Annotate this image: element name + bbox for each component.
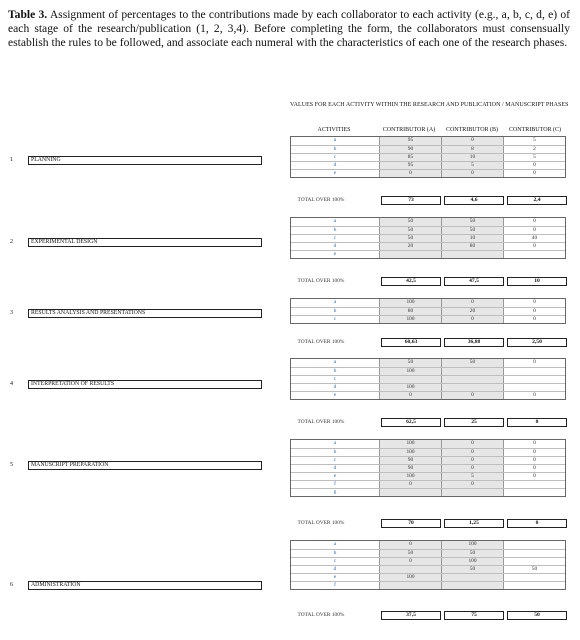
- contributor-a-value: [379, 251, 441, 258]
- activity-letter: c: [333, 235, 337, 241]
- activity-letter: b: [333, 550, 337, 556]
- total-contributor-a: 42,5: [381, 277, 441, 286]
- phase-name: RESULTS ANALYSIS AND PRESENTATIONS: [28, 309, 262, 318]
- contributor-a-value: [379, 376, 441, 383]
- phase-1-activities-table: [290, 136, 566, 178]
- table-row: [291, 359, 565, 367]
- phase-2-activities-table: [290, 217, 566, 259]
- contributor-c-value: 40: [503, 235, 565, 242]
- contributor-b-value: 5: [441, 473, 503, 480]
- contributor-b-value: 10: [441, 154, 503, 161]
- total-label: TOTAL OVER 100%: [297, 419, 345, 425]
- activity-letter: d: [333, 465, 337, 471]
- contributor-c-value: 0: [503, 392, 565, 399]
- activity-letter: d: [333, 162, 337, 168]
- contributor-b-value: 10: [441, 235, 503, 242]
- contributor-a-value: 100: [379, 299, 441, 307]
- contributor-b-value: 50: [441, 218, 503, 226]
- table-row: [291, 137, 565, 145]
- contributor-b-value: 50: [441, 550, 503, 557]
- activity-letter: c: [333, 154, 337, 160]
- contributor-b-value: [441, 368, 503, 375]
- contributor-c-value: 0: [503, 299, 565, 307]
- contributor-a-value: 100: [379, 368, 441, 375]
- contributor-b-value: 5: [441, 162, 503, 169]
- contributor-b-value: [441, 251, 503, 258]
- contributor-a-value: 0: [379, 170, 441, 177]
- contributor-c-value: 0: [503, 473, 565, 480]
- contributor-c-value: 0: [503, 162, 565, 169]
- activity-letter: e: [333, 574, 337, 580]
- phase-number: 5: [10, 462, 13, 468]
- contributor-b-value: 0: [441, 457, 503, 464]
- contributor-b-value: 8: [441, 146, 503, 153]
- phase-name: INTERPRETATION OF RESULTS: [28, 380, 262, 389]
- activity-letter: d: [333, 243, 337, 249]
- activity-letter: d: [333, 384, 337, 390]
- contributor-c-value: [503, 481, 565, 488]
- contributor-c-value: [503, 582, 565, 589]
- contributor-b-value: 50: [441, 566, 503, 573]
- contributor-c-value: 0: [503, 170, 565, 177]
- total-label: TOTAL OVER 100%: [297, 520, 345, 526]
- table-caption: [8, 8, 570, 50]
- contributor-c-value: [503, 541, 565, 549]
- activity-letter: a: [333, 218, 337, 224]
- total-contributor-b: 75: [444, 611, 504, 620]
- activity-letter: b: [333, 227, 337, 233]
- activity-letter: d: [333, 566, 337, 572]
- total-contributor-b: 36,88: [444, 338, 504, 347]
- activity-letter: e: [333, 392, 337, 398]
- activity-letter: b: [333, 449, 337, 455]
- col-header-contributor-a: CONTRIBUTOR (A): [382, 127, 436, 133]
- contributor-b-value: 0: [441, 137, 503, 145]
- contributor-c-value: 0: [503, 308, 565, 315]
- contributor-a-value: 100: [379, 473, 441, 480]
- phase-name: MANUSCRIPT PREPARATION: [28, 461, 262, 470]
- contributor-b-value: [441, 582, 503, 589]
- table-row: [291, 488, 565, 496]
- table-row: [291, 226, 565, 234]
- contributor-a-value: 100: [379, 440, 441, 448]
- contributor-a-value: 95: [379, 162, 441, 169]
- contributor-c-value: 0: [503, 440, 565, 448]
- total-label: TOTAL OVER 100%: [297, 612, 345, 618]
- activity-letter: a: [333, 299, 337, 305]
- total-contributor-b: 25: [444, 418, 504, 427]
- contributor-c-value: [503, 489, 565, 496]
- table-row: [291, 456, 565, 464]
- activity-letter: c: [333, 558, 337, 564]
- total-contributor-c: 2,50: [507, 338, 567, 347]
- table-row: [291, 234, 565, 242]
- table-row: [291, 557, 565, 565]
- contributor-c-value: 5: [503, 154, 565, 161]
- activity-letter: c: [333, 376, 337, 382]
- contributor-b-value: 0: [441, 392, 503, 399]
- contributor-a-value: 90: [379, 457, 441, 464]
- phase-name: PLANNING: [28, 156, 262, 165]
- total-contributor-c: 0: [507, 418, 567, 427]
- table-row: [291, 383, 565, 391]
- contributor-b-value: [441, 384, 503, 391]
- contributor-a-value: 90: [379, 146, 441, 153]
- total-contributor-a: 70: [381, 519, 441, 528]
- total-contributor-b: 1,25: [444, 519, 504, 528]
- contributor-c-value: 0: [503, 218, 565, 226]
- contributor-a-value: 0: [379, 558, 441, 565]
- contributor-c-value: [503, 384, 565, 391]
- contributor-c-value: 0: [503, 457, 565, 464]
- table-row: [291, 307, 565, 315]
- activity-letter: a: [333, 359, 337, 365]
- contributor-a-value: 85: [379, 154, 441, 161]
- table-row: [291, 145, 565, 153]
- contributor-b-value: [441, 376, 503, 383]
- contributor-c-value: [503, 376, 565, 383]
- contributor-b-value: 50: [441, 227, 503, 234]
- contributor-c-value: [503, 558, 565, 565]
- contributor-b-value: 20: [441, 308, 503, 315]
- contributor-b-value: 50: [441, 359, 503, 367]
- phase-5-activities-table: [290, 439, 566, 497]
- phase-number: 6: [10, 582, 13, 588]
- table-row: [291, 480, 565, 488]
- contributor-a-value: 50: [379, 359, 441, 367]
- contributor-a-value: [379, 489, 441, 496]
- contributor-a-value: 50: [379, 235, 441, 242]
- table-row: [291, 218, 565, 226]
- table-row: [291, 565, 565, 573]
- activity-letter: b: [333, 368, 337, 374]
- table-row: [291, 315, 565, 323]
- col-header-contributor-c: CONTRIBUTOR (C): [508, 127, 562, 133]
- contributor-b-value: 0: [441, 449, 503, 456]
- phase-number: 1: [10, 157, 13, 163]
- table-heading: VALUES FOR EACH ACTIVITY WITHIN THE RESEARCH AND PUBLICATION / MANUSCRIPT PHASES: [290, 102, 569, 108]
- table-row: [291, 391, 565, 399]
- table-row: [291, 448, 565, 456]
- phase-number: 3: [10, 310, 13, 316]
- contributor-a-value: 50: [379, 227, 441, 234]
- total-contributor-a: 37,5: [381, 611, 441, 620]
- contributor-b-value: 100: [441, 558, 503, 565]
- contributor-c-value: [503, 550, 565, 557]
- contributor-b-value: 100: [441, 541, 503, 549]
- contributor-b-value: [441, 489, 503, 496]
- table-row: [291, 242, 565, 250]
- table-row: [291, 573, 565, 581]
- total-contributor-a: 73: [381, 196, 441, 205]
- activity-letter: c: [333, 316, 337, 322]
- activity-letter: a: [333, 137, 337, 143]
- total-contributor-c: 50: [507, 611, 567, 620]
- activity-letter: b: [333, 308, 337, 314]
- activity-letter: c: [333, 457, 337, 463]
- activity-letter: e: [333, 170, 337, 176]
- phase-4-activities-table: [290, 358, 566, 400]
- contributor-a-value: [379, 566, 441, 573]
- total-contributor-a: 62,5: [381, 418, 441, 427]
- caption-text: Assignment of percentages to the contributions made by each collaborator to each activity (e.g., a, b, c, d, e) of each stage of the research/publication (1, 2, 3,4). Before completing the form, the collaborators must consensually establish the rules to be followed, and associate each numeral with the characteristics of each one of the research phases.: [8, 8, 570, 49]
- contributor-c-value: 0: [503, 449, 565, 456]
- contributor-c-value: 0: [503, 227, 565, 234]
- table-row: [291, 169, 565, 177]
- col-header-activities: ACTIVITIES: [317, 127, 351, 133]
- contributor-a-value: 50: [379, 218, 441, 226]
- total-contributor-c: 0: [507, 519, 567, 528]
- contributor-b-value: 0: [441, 465, 503, 472]
- table-row: [291, 250, 565, 258]
- activity-letter: a: [333, 541, 337, 547]
- table-row: [291, 161, 565, 169]
- table-row: [291, 549, 565, 557]
- contributor-a-value: 80: [379, 308, 441, 315]
- table-row: [291, 472, 565, 480]
- contributor-c-value: 0: [503, 316, 565, 323]
- contributor-a-value: 0: [379, 481, 441, 488]
- caption-label: Table 3.: [8, 8, 48, 21]
- total-contributor-b: 4,6: [444, 196, 504, 205]
- total-contributor-c: 2,4: [507, 196, 567, 205]
- table-row: [291, 440, 565, 448]
- total-label: TOTAL OVER 100%: [297, 339, 345, 345]
- activity-letter: f: [334, 481, 336, 487]
- phase-number: 2: [10, 239, 13, 245]
- contributor-b-value: [441, 574, 503, 581]
- activity-letter: b: [333, 146, 337, 152]
- total-label: TOTAL OVER 100%: [297, 278, 345, 284]
- phase-3-activities-table: [290, 298, 566, 324]
- contributor-a-value: 0: [379, 541, 441, 549]
- contributor-a-value: [379, 582, 441, 589]
- contributor-c-value: 0: [503, 359, 565, 367]
- activity-letter: e: [333, 251, 337, 257]
- contributor-c-value: 50: [503, 566, 565, 573]
- table-row: [291, 375, 565, 383]
- phase-6-activities-table: [290, 540, 566, 590]
- col-header-contributor-b: CONTRIBUTOR (B): [445, 127, 499, 133]
- total-label: TOTAL OVER 100%: [297, 197, 345, 203]
- table-row: [291, 299, 565, 307]
- contributor-c-value: 0: [503, 465, 565, 472]
- contributor-a-value: 90: [379, 465, 441, 472]
- total-contributor-b: 47,5: [444, 277, 504, 286]
- contributor-a-value: 100: [379, 574, 441, 581]
- contributor-c-value: [503, 368, 565, 375]
- phase-name: ADMINISTRATION: [28, 581, 262, 590]
- contributor-a-value: 100: [379, 316, 441, 323]
- contributor-b-value: 0: [441, 440, 503, 448]
- contributor-c-value: 5: [503, 137, 565, 145]
- phase-name: EXPERIMENTAL DESIGN: [28, 238, 262, 247]
- total-contributor-c: 10: [507, 277, 567, 286]
- contributor-b-value: 0: [441, 170, 503, 177]
- activity-letter: e: [333, 473, 337, 479]
- contributor-b-value: 0: [441, 299, 503, 307]
- table-row: [291, 153, 565, 161]
- contributor-a-value: 100: [379, 384, 441, 391]
- contributor-c-value: 2: [503, 146, 565, 153]
- contributor-a-value: 100: [379, 449, 441, 456]
- contributor-c-value: [503, 574, 565, 581]
- total-contributor-a: 60,63: [381, 338, 441, 347]
- contributor-a-value: 0: [379, 392, 441, 399]
- contributor-a-value: 20: [379, 243, 441, 250]
- contributor-a-value: 50: [379, 550, 441, 557]
- table-row: [291, 541, 565, 549]
- table-row: [291, 367, 565, 375]
- contributor-b-value: 0: [441, 481, 503, 488]
- phase-number: 4: [10, 381, 13, 387]
- contributor-b-value: 0: [441, 316, 503, 323]
- table-row: [291, 464, 565, 472]
- contributor-a-value: 95: [379, 137, 441, 145]
- contributor-b-value: 80: [441, 243, 503, 250]
- contributor-c-value: 0: [503, 243, 565, 250]
- activity-letter: g: [333, 489, 337, 495]
- contributor-c-value: [503, 251, 565, 258]
- activity-letter: a: [333, 440, 337, 446]
- table-row: [291, 581, 565, 589]
- activity-letter: f: [334, 582, 336, 588]
